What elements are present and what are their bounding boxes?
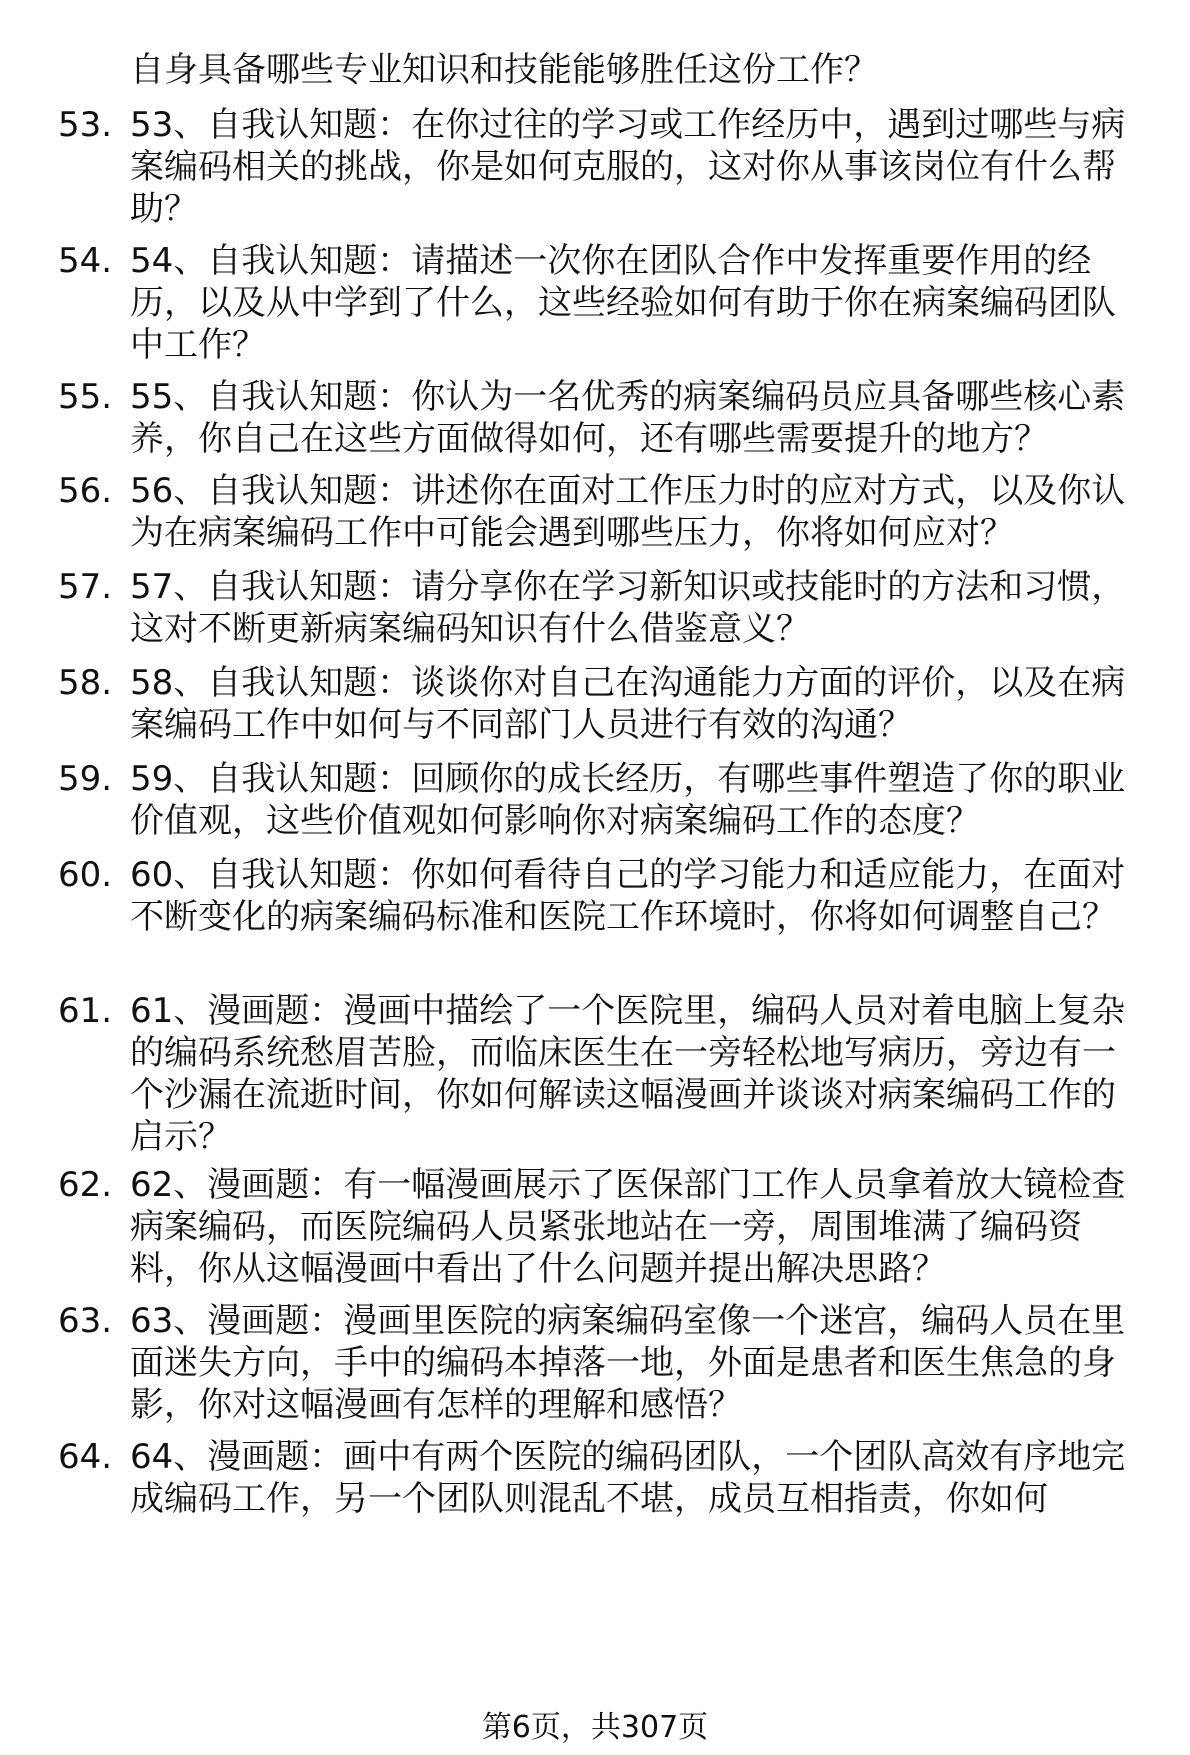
question-number: 62. bbox=[58, 1165, 113, 1205]
question-number: 57. bbox=[58, 567, 113, 607]
question-text: 57、自我认知题：请分享你在学习新知识或技能时的方法和习惯，这对不断更新病案编码知识有什么借鉴意义？ bbox=[130, 567, 1126, 649]
question-number: 54. bbox=[58, 241, 113, 281]
question-text: 61、漫画题：漫画中描绘了一个医院里，编码人员对着电脑上复杂的编码系统愁眉苦脸，而临床医生在一旁轻松地写病历，旁边有一个沙漏在流逝时间，你如何解读这幅漫画并谈谈对病案编码工作的启示？ bbox=[130, 991, 1126, 1157]
question-text: 54、自我认知题：请描述一次你在团队合作中发挥重要作用的经历，以及从中学到了什么，这些经验如何有助于你在病案编码团队中工作？ bbox=[130, 241, 1116, 365]
page-footer: 第6页，共307页 bbox=[481, 1710, 709, 1745]
question-text: 59、自我认知题：回顾你的成长经历，有哪些事件塑造了你的职业价值观，这些价值观如何影响你对病案编码工作的态度？ bbox=[130, 759, 1126, 841]
continued-question-text: 自身具备哪些专业知识和技能能够胜任这份工作？ bbox=[130, 50, 878, 90]
question-number: 53. bbox=[58, 105, 113, 145]
question-number: 59. bbox=[58, 759, 113, 799]
question-number: 61. bbox=[58, 991, 113, 1031]
question-text: 56、自我认知题：讲述你在面对工作压力时的应对方式，以及你认为在病案编码工作中可能会遇到哪些压力，你将如何应对？ bbox=[130, 471, 1126, 553]
question-text: 63、漫画题：漫画里医院的病案编码室像一个迷宫，编码人员在里面迷失方向，手中的编码本掉落一地，外面是患者和医生焦急的身影，你对这幅漫画有怎样的理解和感悟？ bbox=[130, 1301, 1126, 1425]
question-number: 63. bbox=[58, 1301, 113, 1341]
question-number: 56. bbox=[58, 471, 113, 511]
question-text: 53、自我认知题：在你过往的学习或工作经历中，遇到过哪些与病案编码相关的挑战，你是如何克服的，这对你从事该岗位有什么帮助？ bbox=[130, 105, 1126, 229]
question-number: 55. bbox=[58, 377, 113, 417]
question-text: 58、自我认知题：谈谈你对自己在沟通能力方面的评价，以及在病案编码工作中如何与不同部门人员进行有效的沟通？ bbox=[130, 663, 1126, 745]
question-number: 60. bbox=[58, 855, 113, 895]
question-text: 64、漫画题：画中有两个医院的编码团队，一个团队高效有序地完成编码工作，另一个团队则混乱不堪，成员互相指责，你如何 bbox=[130, 1437, 1126, 1519]
question-text: 60、自我认知题：你如何看待自己的学习能力和适应能力，在面对不断变化的病案编码标准和医院工作环境时，你将如何调整自己？ bbox=[130, 855, 1126, 937]
question-text: 62、漫画题：有一幅漫画展示了医保部门工作人员拿着放大镜检查病案编码，而医院编码人员紧张地站在一旁，周围堆满了编码资料，你从这幅漫画中看出了什么问题并提出解决思路？ bbox=[130, 1165, 1126, 1289]
question-number: 64. bbox=[58, 1437, 113, 1477]
question-number: 58. bbox=[58, 663, 113, 703]
question-text: 55、自我认知题：你认为一名优秀的病案编码员应具备哪些核心素养，你自己在这些方面做得如何，还有哪些需要提升的地方？ bbox=[130, 377, 1126, 459]
